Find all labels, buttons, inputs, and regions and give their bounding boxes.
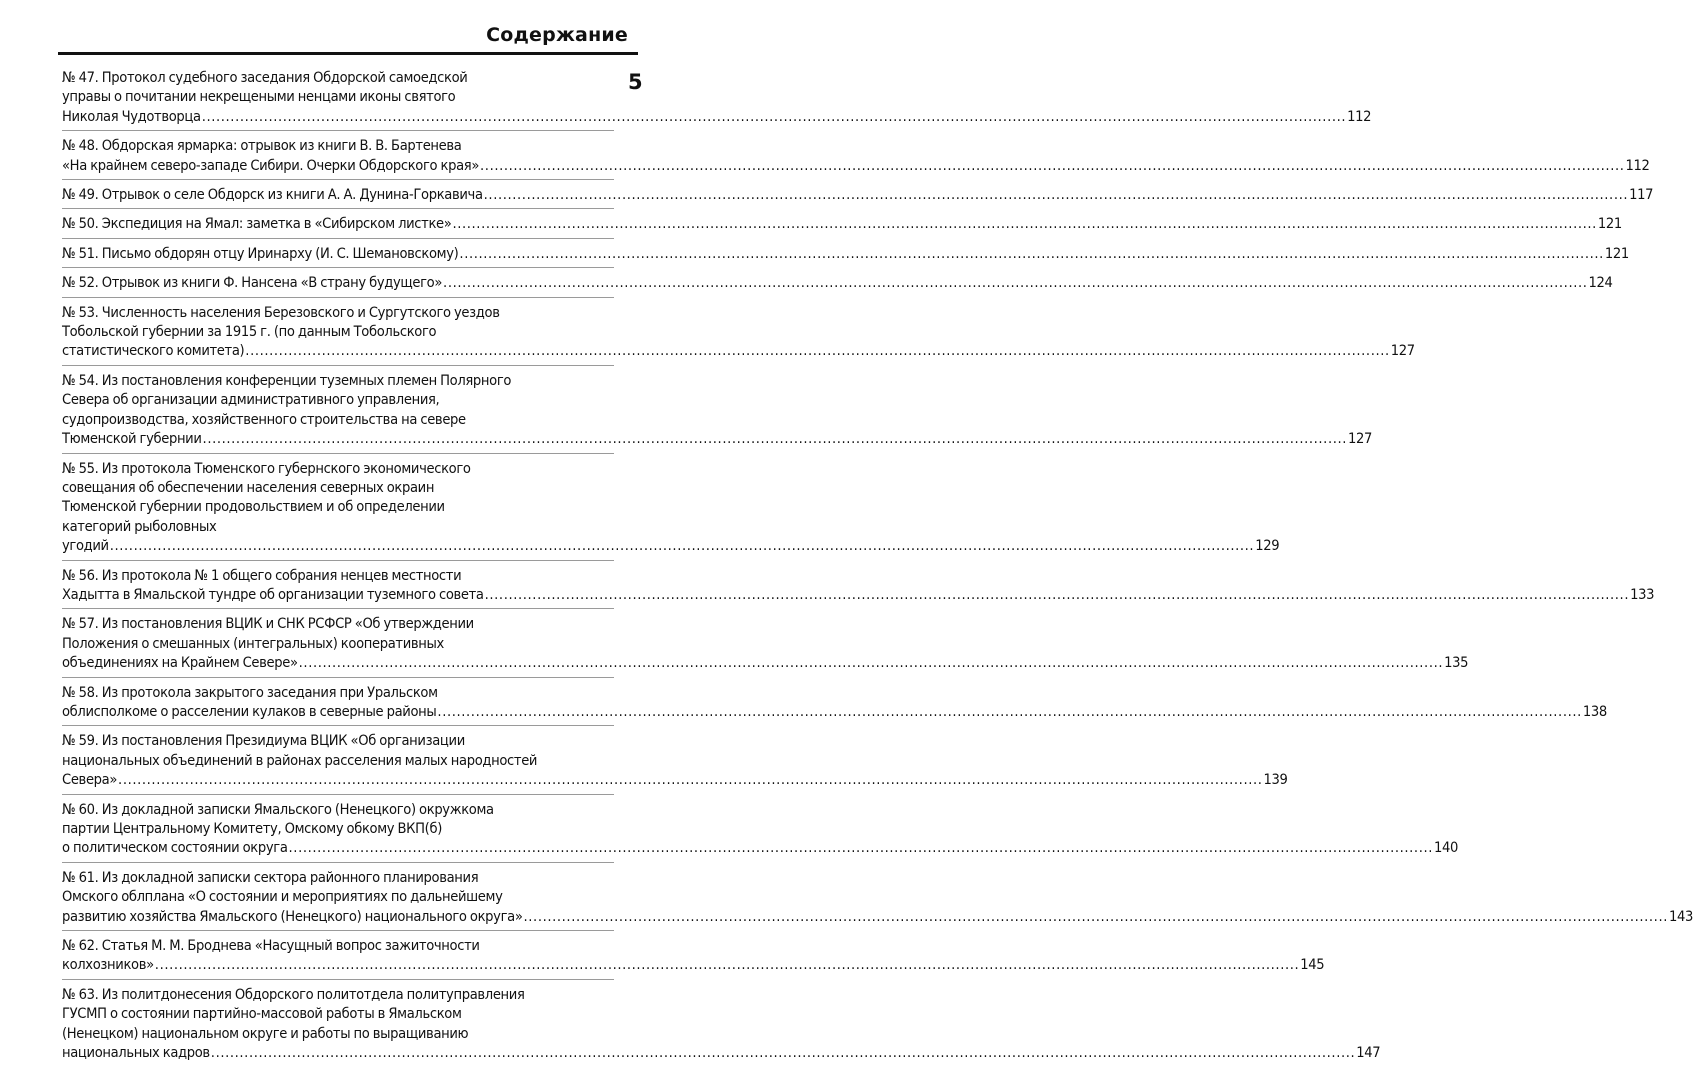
toc-entry-title-line: Тобольской губернии за 1915 г. (по данным Тобольского <box>62 323 437 341</box>
toc-entry-last-line <box>62 585 1655 604</box>
toc-entry-title-line: партии Центральному Комитету, Омскому обкому ВКП(б) <box>62 820 442 837</box>
toc-entry-title-line: № 57. Из постановления ВЦИК и СНК РСФСР «Об утверждении <box>62 615 474 633</box>
dot-leader: ................................................................................................................................................................................................................................................ <box>154 956 1300 974</box>
toc-entry[interactable] <box>62 66 1372 131</box>
toc-entry-title-line: № 61. Из докладной записки сектора районного планирования <box>62 868 479 886</box>
toc-entry-page: 133 <box>1630 585 1655 603</box>
toc-entry-title-line: колхозников» <box>62 956 154 974</box>
toc-entry-last-line <box>62 770 1288 789</box>
toc-entry-page: 129 <box>1255 537 1280 555</box>
toc-entry-title-line: № 60. Из докладной записки Ямальского (Ненецкого) окружкома <box>62 800 494 818</box>
toc-entry[interactable] <box>62 681 1607 727</box>
dot-leader: ................................................................................................................................................................................................................................................ <box>480 156 1625 174</box>
toc-entry-page: 117 <box>1629 186 1654 204</box>
toc-entry-last-line <box>62 273 1613 292</box>
toc-entry-title-line: Тюменской губернии продовольствием и об определении <box>62 498 445 516</box>
toc-entry[interactable] <box>62 369 1373 454</box>
toc-entry-title-line: № 47. Протокол судебного заседания Обдорской самоедской <box>62 69 468 86</box>
toc-entry[interactable] <box>62 934 1325 980</box>
dot-leader: ................................................................................................................................................................................................................................................ <box>118 771 1263 789</box>
toc-entry-last-line <box>62 955 1325 974</box>
dot-leader: ................................................................................................................................................................................................................................................ <box>109 537 1255 555</box>
dot-leader: ................................................................................................................................................................................................................................................ <box>210 1044 1356 1062</box>
toc-entry-title-line: объединениях на Крайнем Севере» <box>62 654 298 672</box>
toc-entry[interactable] <box>62 866 1693 931</box>
dot-leader: ................................................................................................................................................................................................................................................ <box>459 244 1604 262</box>
toc-entry-title-line: (Ненецком) национальном округе и работы по выращиванию <box>62 1024 469 1042</box>
toc-entry-page: 121 <box>1597 215 1622 233</box>
toc-entry-title-line: категорий рыболовных <box>62 517 217 535</box>
toc-entry-page: 138 <box>1582 702 1607 720</box>
dot-leader: ................................................................................................................................................................................................................................................ <box>483 186 1629 204</box>
toc-entry-title-line: № 55. Из протокола Тюменского губернского экономического <box>62 459 471 477</box>
toc-entry[interactable] <box>62 798 1459 863</box>
toc-entry-title-line: Хадытта в Ямальской тундре об организации туземного совета <box>62 585 484 603</box>
dot-leader: ................................................................................................................................................................................................................................................ <box>245 342 1390 360</box>
toc-entry[interactable] <box>62 183 1654 209</box>
toc-entry-last-line <box>62 107 1372 126</box>
toc-entry-title-line: № 54. Из постановления конференции туземных племен Полярного <box>62 371 512 389</box>
toc-entry-last-line <box>62 907 1693 926</box>
toc-entry-title-line: Николая Чудотворца <box>62 107 201 125</box>
toc-entry[interactable] <box>62 134 1650 180</box>
toc-entry-title-line: № 63. Из политдонесения Обдорского политотдела политуправления <box>62 985 525 1003</box>
toc-entry-page: 147 <box>1356 1044 1381 1062</box>
toc-entry-title-line: национальных объединений в районах расселения малых народностей <box>62 751 538 769</box>
toc-entry[interactable] <box>62 729 1288 794</box>
toc-entry[interactable] <box>62 612 1469 677</box>
toc-entry-title-line: № 51. Письмо обдорян отцу Иринарху (И. С. Шемановскому) <box>62 244 459 262</box>
toc-entry-page: 143 <box>1668 907 1693 925</box>
toc-entry-last-line <box>62 185 1654 204</box>
toc-entry-last-line <box>62 244 1629 263</box>
toc-entry-title-line: угодий <box>62 537 109 555</box>
toc-entry-title-line: № 62. Статья М. М. Броднева «Насущный вопрос зажиточности <box>62 937 480 955</box>
table-of-contents <box>62 66 1693 1069</box>
toc-entry-page: 112 <box>1625 156 1650 174</box>
toc-entry-title-line: Омского облплана «О состоянии и мероприятиях по дальнейшему <box>62 888 503 906</box>
toc-entry-last-line <box>62 838 1459 857</box>
toc-entry-page: 135 <box>1444 654 1469 672</box>
toc-entry-page: 127 <box>1348 430 1373 448</box>
toc-entry-last-line <box>62 341 1415 360</box>
toc-entry[interactable] <box>62 271 1613 297</box>
dot-leader: ................................................................................................................................................................................................................................................ <box>484 585 1630 603</box>
toc-entry-last-line <box>62 536 1280 555</box>
dot-leader: ................................................................................................................................................................................................................................................ <box>298 654 1444 672</box>
toc-entry-title-line: № 48. Обдорская ярмарка: отрывок из книги В. В. Бартенева <box>62 137 462 155</box>
toc-entry-title-line: национальных кадров <box>62 1044 210 1062</box>
toc-entry-page: 145 <box>1300 956 1325 974</box>
toc-entry-last-line <box>62 214 1622 233</box>
toc-entry-title-line: развитию хозяйства Ямальского (Ненецкого) национального округа» <box>62 907 523 925</box>
dot-leader: ................................................................................................................................................................................................................................................ <box>452 215 1597 233</box>
toc-entry-title-line: Тюменской губернии <box>62 430 202 448</box>
toc-entry-title-line: № 58. Из протокола закрытого заседания при Уральском <box>62 683 438 701</box>
toc-entry-title-line: облисполкоме о расселении кулаков в северные районы <box>62 702 437 720</box>
toc-entry-last-line <box>62 429 1373 448</box>
toc-entry-title-line: № 59. Из постановления Президиума ВЦИК «Об организации <box>62 732 465 750</box>
toc-entry[interactable] <box>62 457 1280 561</box>
dot-leader: ................................................................................................................................................................................................................................................ <box>201 107 1347 125</box>
toc-entry[interactable] <box>62 212 1622 238</box>
toc-entry-last-line <box>62 156 1650 175</box>
toc-entry-page: 121 <box>1604 244 1629 262</box>
toc-entry-title-line: № 50. Экспедиция на Ямал: заметка в «Сибирском листке» <box>62 215 452 233</box>
page-header <box>58 22 638 55</box>
page-number: 5 <box>628 70 643 94</box>
toc-entry-title-line: № 53. Численность населения Березовского и Сургутского уездов <box>62 303 500 321</box>
toc-entry-title-line: судопроизводства, хозяйственного строительства на севере <box>62 410 466 428</box>
toc-entry-title-line: управы о почитании некрещеными ненцами иконы святого <box>62 88 456 106</box>
toc-entry-page: 140 <box>1434 839 1459 857</box>
dot-leader: ................................................................................................................................................................................................................................................ <box>202 430 1348 448</box>
toc-entry-title-line: № 49. Отрывок о селе Обдорск из книги А. А. Дунина-Горкавича <box>62 186 483 204</box>
toc-entry-last-line <box>62 1043 1381 1062</box>
dot-leader: ................................................................................................................................................................................................................................................ <box>288 839 1433 857</box>
toc-entry-page: 124 <box>1588 274 1613 292</box>
header-title: Содержание <box>486 24 628 46</box>
toc-entry-title-line: Севера» <box>62 771 118 789</box>
toc-entry[interactable] <box>62 564 1655 610</box>
dot-leader: ................................................................................................................................................................................................................................................ <box>437 702 1582 720</box>
toc-entry-title-line: статистического комитета) <box>62 342 245 360</box>
toc-entry-title-line: ГУСМП о состоянии партийно-массовой работы в Ямальском <box>62 1005 462 1023</box>
toc-entry-title-line: № 52. Отрывок из книги Ф. Нансена «В страну будущего» <box>62 274 443 292</box>
toc-entry-last-line <box>62 702 1607 721</box>
toc-entry[interactable] <box>62 983 1381 1067</box>
toc-entry-page: 139 <box>1263 771 1288 789</box>
toc-entry-title-line: Севера об организации административного управления, <box>62 391 440 409</box>
toc-entry-title-line: № 56. Из протокола № 1 общего собрания ненцев местности <box>62 566 462 584</box>
toc-entry-page: 127 <box>1390 342 1415 360</box>
dot-leader: ................................................................................................................................................................................................................................................ <box>443 274 1588 292</box>
toc-entry-title-line: о политическом состоянии округа <box>62 839 288 857</box>
dot-leader: ................................................................................................................................................................................................................................................ <box>523 907 1668 925</box>
toc-entry-page: 112 <box>1347 107 1372 125</box>
toc-entry[interactable] <box>62 242 1629 268</box>
toc-entry[interactable] <box>62 301 1415 366</box>
toc-entry-title-line: «На крайнем северо-западе Сибири. Очерки Обдорского края» <box>62 156 480 174</box>
toc-entry-title-line: Положения о смешанных (интегральных) кооперативных <box>62 634 444 652</box>
toc-entry-title-line: совещания об обеспечении населения северных окраин <box>62 478 435 496</box>
toc-entry-last-line <box>62 653 1469 672</box>
